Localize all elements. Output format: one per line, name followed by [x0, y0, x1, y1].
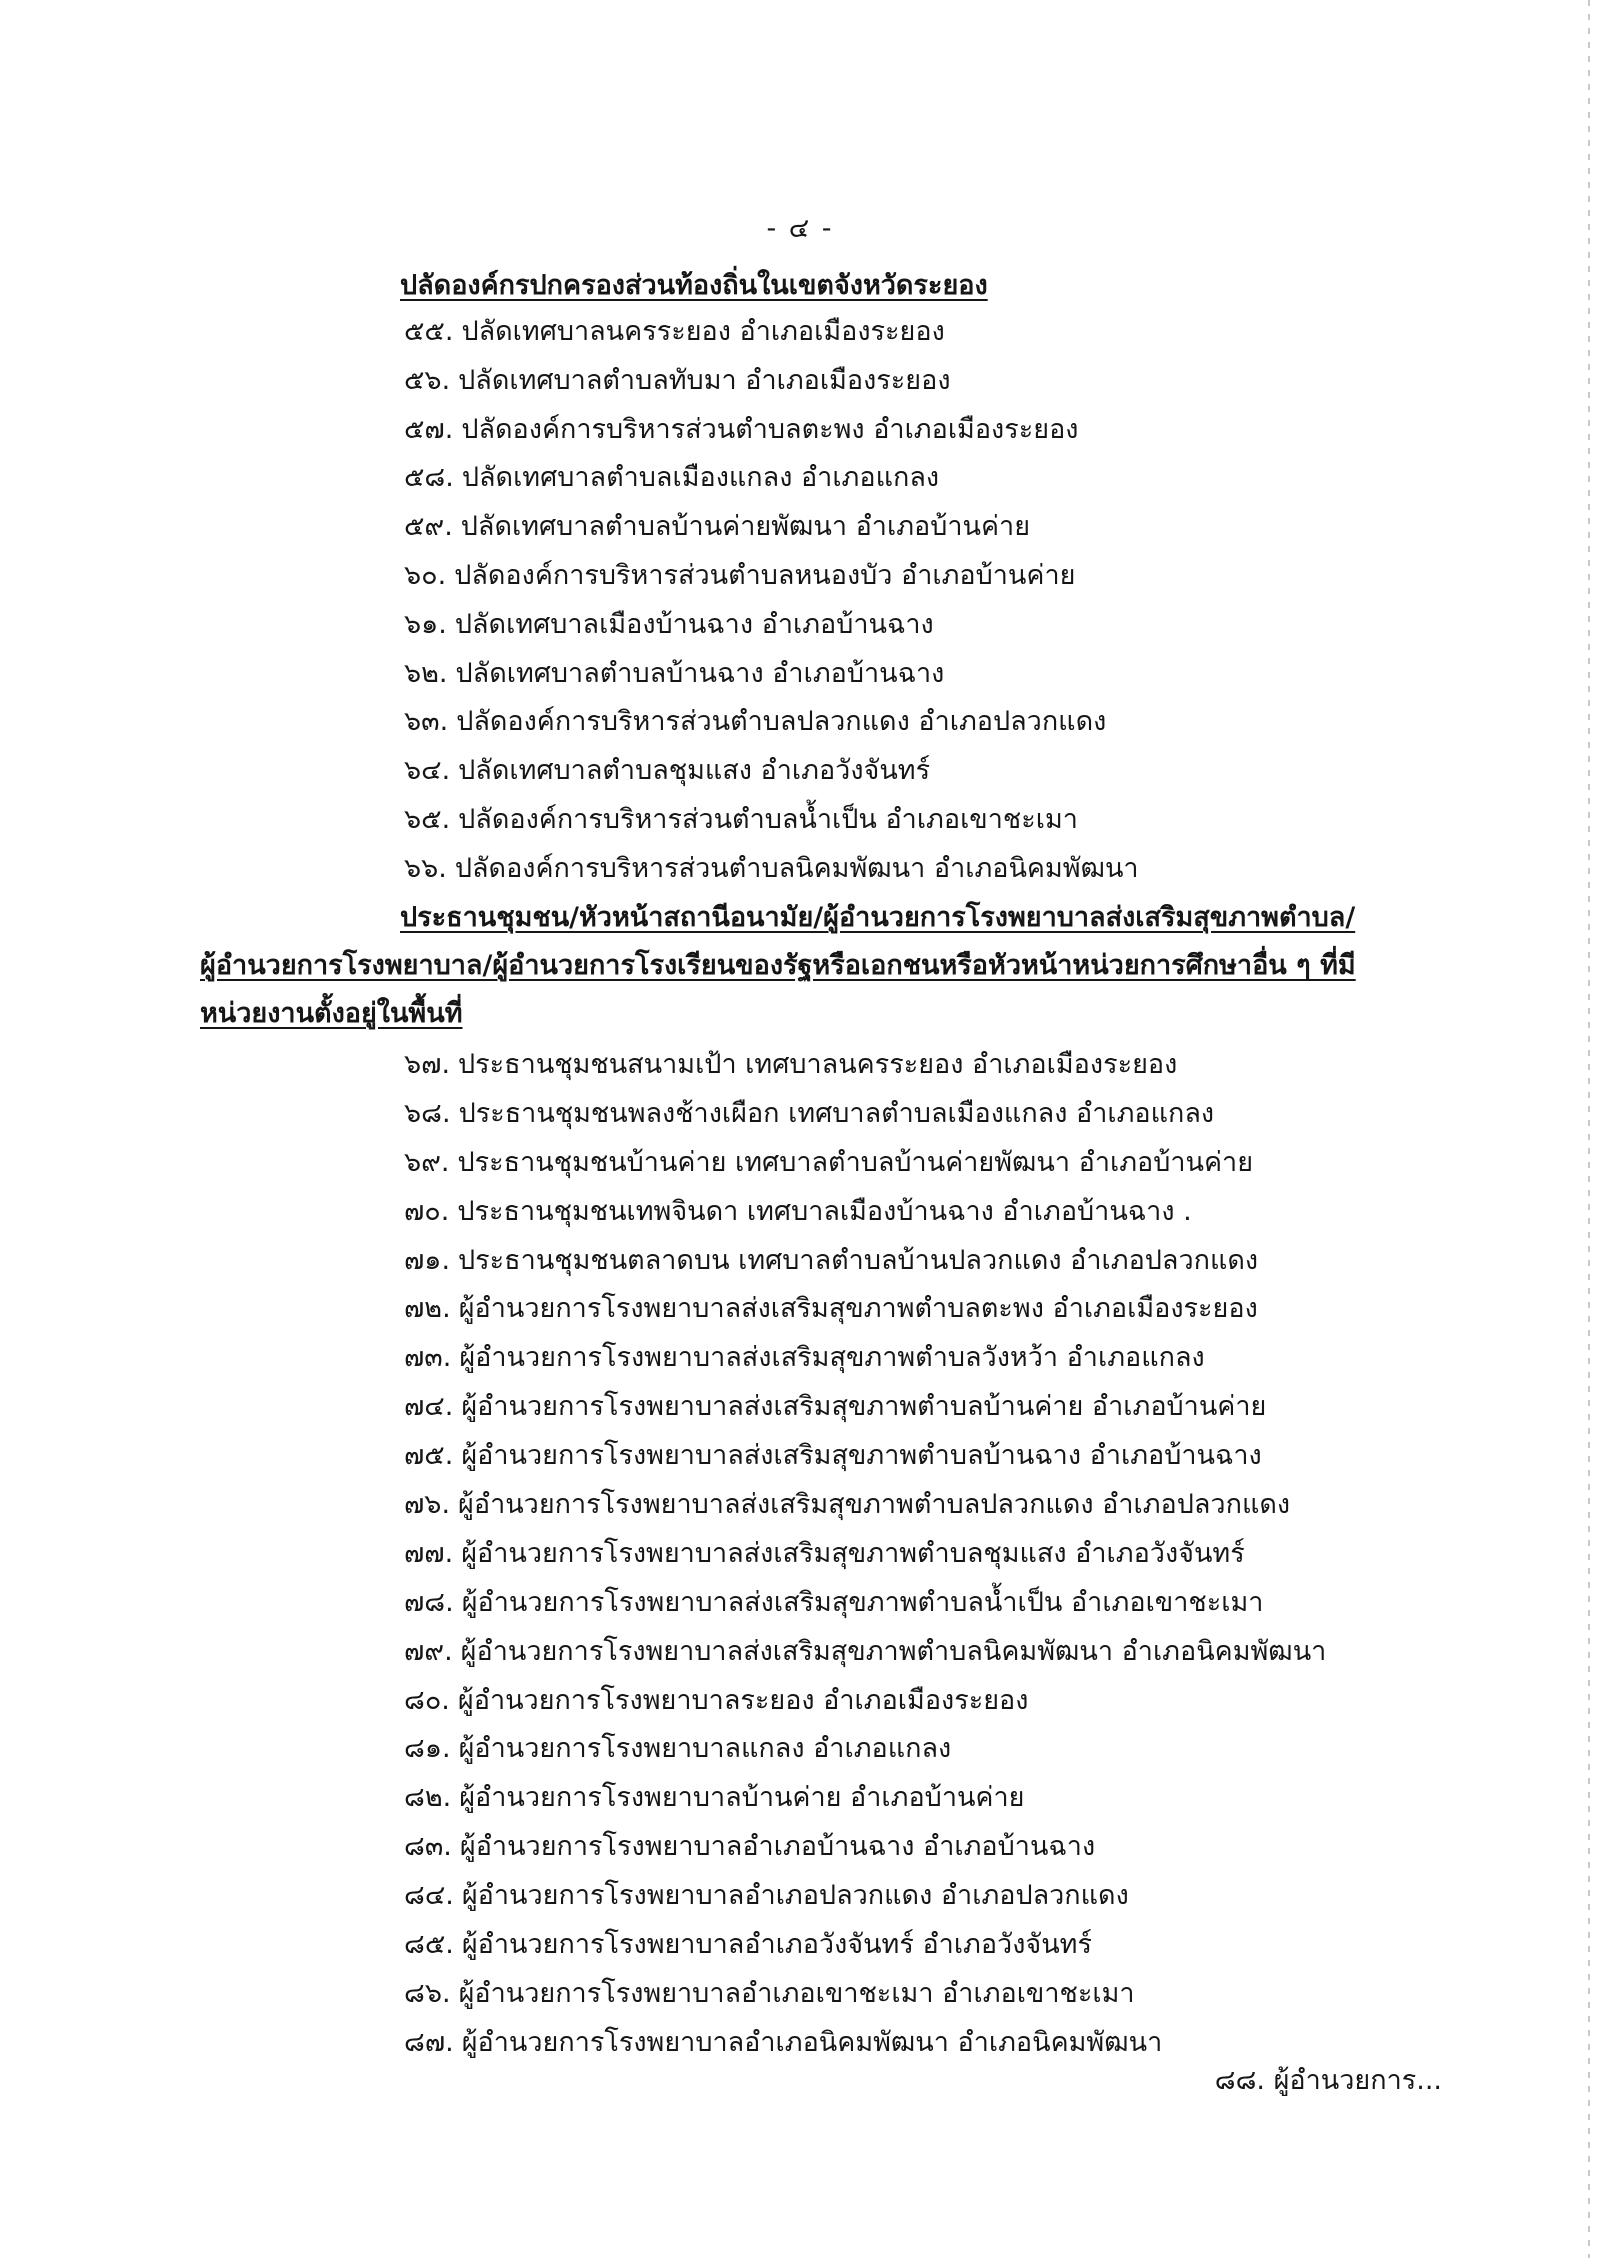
item-text: ผู้อำนวยการโรงพยาบาลส่งเสริมสุขภาพตำบลบ้านฉาง อำเภอบ้านฉาง [461, 1440, 1262, 1472]
item-text: ปลัดเทศบาลตำบลชุมแสง อำเภอวังจันทร์ [458, 755, 931, 787]
item-number: ๘๓. [404, 1831, 452, 1863]
list-item [404, 2019, 1326, 2068]
scan-edge-mark [1588, 0, 1590, 2258]
item-text: ผู้อำนวยการโรงพยาบาลอำเภอนิคมพัฒนา อำเภอนิคมพัฒนา [461, 2026, 1163, 2058]
list-item [404, 1481, 1326, 1530]
list-item [404, 1188, 1326, 1237]
list-item [404, 1823, 1326, 1872]
item-text: ปลัดเทศบาลตำบลทับมา อำเภอเมืองระยอง [458, 364, 951, 396]
list-item [404, 1090, 1326, 1139]
local-admin-list [404, 308, 1139, 894]
list-item [404, 308, 1139, 357]
list-item [404, 1628, 1326, 1677]
item-number: ๖๑. [404, 608, 447, 640]
item-number: ๘๐. [404, 1684, 450, 1716]
item-number: ๗๕. [404, 1440, 454, 1472]
list-item [404, 1334, 1326, 1383]
continuation-note: ๘๘. ผู้อำนวยการ... [1214, 2065, 1442, 2096]
list-item [404, 747, 1139, 796]
item-text: ผู้อำนวยการโรงพยาบาลส่งเสริมสุขภาพตำบลบ้านค่าย อำเภอบ้านค่าย [461, 1391, 1267, 1423]
item-text: ปลัดองค์การบริหารส่วนตำบลหนองบัว อำเภอบ้านค่าย [454, 559, 1076, 591]
item-number: ๗๒. [404, 1293, 451, 1325]
list-item [404, 406, 1139, 455]
list-item [404, 796, 1139, 845]
item-number: ๘๒. [404, 1782, 452, 1814]
item-number: ๕๗. [404, 413, 454, 445]
item-text: ปลัดองค์การบริหารส่วนตำบลตะพง อำเภอเมืองระยอง [461, 413, 1079, 445]
item-text: ผู้อำนวยการโรงพยาบาลระยอง อำเภอเมืองระยอง [457, 1684, 1029, 1716]
section-heading-community-heads [200, 894, 1356, 1038]
item-text: ผู้อำนวยการโรงพยาบาลอำเภอบ้านฉาง อำเภอบ้านฉาง [459, 1831, 1096, 1863]
item-number: ๗๗. [404, 1537, 454, 1569]
list-item [404, 650, 1139, 699]
list-item [404, 1530, 1326, 1579]
list-item [404, 1579, 1326, 1628]
list-item [404, 1921, 1326, 1970]
list-item [404, 1139, 1326, 1188]
list-item [404, 1432, 1326, 1481]
page-number: - ๔ - [766, 213, 834, 244]
list-item [404, 357, 1139, 406]
item-number: ๖๓. [404, 706, 449, 738]
item-number: ๕๖. [404, 364, 451, 396]
heading-line: ประธานชุมชน/หัวหน้าสถานีอนามัย/ผู้อำนวยการโรงพยาบาลส่งเสริมสุขภาพตำบล/ [400, 902, 1356, 933]
item-number: ๕๕. [404, 316, 454, 347]
list-item [404, 1237, 1326, 1286]
list-item [404, 1970, 1326, 2019]
item-text: ผู้อำนวยการโรงพยาบาลส่งเสริมสุขภาพตำบลปลวกแดง อำเภอปลวกแดง [458, 1489, 1291, 1521]
item-number: ๘๖. [404, 1977, 451, 2009]
item-text: ปลัดเทศบาลตำบลบ้านค่ายพัฒนา อำเภอบ้านค่าย [460, 511, 1031, 543]
item-text: ประธานชุมชนบ้านค่าย เทศบาลตำบลบ้านค่ายพัฒนา อำเภอบ้านค่าย [457, 1146, 1254, 1178]
item-number: ๖๖. [404, 852, 447, 884]
item-number: ๗๔. [404, 1391, 454, 1423]
item-number: ๗๓. [404, 1342, 452, 1374]
item-text: ผู้อำนวยการโรงพยาบาลแกลง อำเภอแกลง [458, 1733, 952, 1765]
item-text: ผู้อำนวยการโรงพยาบาลส่งเสริมสุขภาพตำบลชุมแสง อำเภอวังจันทร์ [461, 1537, 1245, 1569]
item-text: ปลัดเทศบาลตำบลบ้านฉาง อำเภอบ้านฉาง [455, 657, 945, 689]
item-text: ปลัดองค์การบริหารส่วนตำบลน้ำเป็น อำเภอเขาชะเมา [458, 803, 1078, 835]
item-number: ๘๗. [404, 2026, 454, 2058]
item-text: ผู้อำนวยการโรงพยาบาลส่งเสริมสุขภาพตำบลน้ำเป็น อำเภอเขาชะเมา [461, 1586, 1264, 1618]
list-item [404, 601, 1139, 650]
item-number: ๕๙. [404, 511, 453, 543]
item-text: ประธานชุมชนเทพจินดา เทศบาลเมืองบ้านฉาง อำเภอบ้านฉาง . [457, 1195, 1192, 1227]
item-text: ปลัดเทศบาลตำบลเมืองแกลง อำเภอแกลง [461, 462, 940, 494]
item-text: ประธานชุมชนสนามเป้า เทศบาลนครระยอง อำเภอเมืองระยอง [458, 1049, 1178, 1080]
section-heading-local-admin [400, 262, 988, 310]
heading-line: หน่วยงานตั้งอยู่ในพื้นที่ [200, 998, 463, 1029]
item-number: ๗๘. [404, 1586, 454, 1618]
item-number: ๗๑. [404, 1244, 451, 1276]
community-heads-list [404, 1041, 1326, 2068]
item-number: ๘๔. [404, 1880, 454, 1912]
list-item [404, 698, 1139, 747]
item-number: ๗๐. [404, 1195, 450, 1227]
item-number: ๖๒. [404, 657, 448, 689]
item-number: ๖๐. [404, 559, 447, 591]
item-text: ปลัดเทศบาลนครระยอง อำเภอเมืองระยอง [461, 316, 945, 347]
item-text: ผู้อำนวยการโรงพยาบาลอำเภอปลวกแดง อำเภอปลวกแดง [461, 1880, 1129, 1912]
item-text: ผู้อำนวยการโรงพยาบาลอำเภอเขาชะเมา อำเภอเขาชะเมา [458, 1977, 1135, 2009]
item-text: ผู้อำนวยการโรงพยาบาลส่งเสริมสุขภาพตำบลนิคมพัฒนา อำเภอนิคมพัฒนา [460, 1635, 1327, 1667]
list-item [404, 1285, 1326, 1334]
item-number: ๘๑. [404, 1733, 451, 1765]
item-text: ปลัดองค์การบริหารส่วนตำบลนิคมพัฒนา อำเภอนิคมพัฒนา [454, 852, 1139, 884]
item-number: ๖๙. [404, 1146, 450, 1178]
list-item [404, 503, 1139, 552]
list-item [404, 1383, 1326, 1432]
item-number: ๖๕. [404, 803, 451, 835]
list-item [404, 552, 1139, 601]
list-item [404, 1041, 1326, 1090]
item-text: ผู้อำนวยการโรงพยาบาลส่งเสริมสุขภาพตำบลตะพง อำเภอเมืองระยอง [458, 1293, 1258, 1325]
item-number: ๘๕. [404, 1929, 454, 1961]
item-text: ผู้อำนวยการโรงพยาบาลส่งเสริมสุขภาพตำบลวังหว้า อำเภอแกลง [459, 1342, 1205, 1374]
item-number: ๗๖. [404, 1489, 451, 1521]
item-number: ๗๙. [404, 1635, 453, 1667]
item-text: ประธานชุมชนพลงช้างเผือก เทศบาลตำบลเมืองแกลง อำเภอแกลง [458, 1097, 1215, 1129]
heading-line: ผู้อำนวยการโรงพยาบาล/ผู้อำนวยการโรงเรียนของรัฐหรือเอกชนหรือหัวหน้าหน่วยการศึกษาอื่น ๆ ที่มี [200, 950, 1356, 981]
item-text: ปลัดเทศบาลเมืองบ้านฉาง อำเภอบ้านฉาง [454, 608, 934, 640]
item-number: ๖๔. [404, 755, 451, 787]
item-number: ๖๗. [404, 1049, 451, 1080]
item-text: ผู้อำนวยการโรงพยาบาลบ้านค่าย อำเภอบ้านค่าย [459, 1782, 1025, 1814]
item-number: ๖๘. [404, 1097, 451, 1129]
list-item [404, 845, 1139, 894]
item-text: ประธานชุมชนตลาดบน เทศบาลตำบลบ้านปลวกแดง อำเภอปลวกแดง [458, 1244, 1259, 1276]
list-item [404, 1872, 1326, 1921]
list-item [404, 1774, 1326, 1823]
item-text: ปลัดองค์การบริหารส่วนตำบลปลวกแดง อำเภอปลวกแดง [456, 706, 1107, 738]
item-number: ๕๘. [404, 462, 454, 494]
list-item [404, 1725, 1326, 1774]
list-item [404, 454, 1139, 503]
heading-line: ปลัดองค์กรปกครองส่วนท้องถิ่นในเขตจังหวัดระยอง [400, 270, 988, 301]
item-text: ผู้อำนวยการโรงพยาบาลอำเภอวังจันทร์ อำเภอวังจันทร์ [461, 1929, 1092, 1961]
list-item [404, 1677, 1326, 1726]
